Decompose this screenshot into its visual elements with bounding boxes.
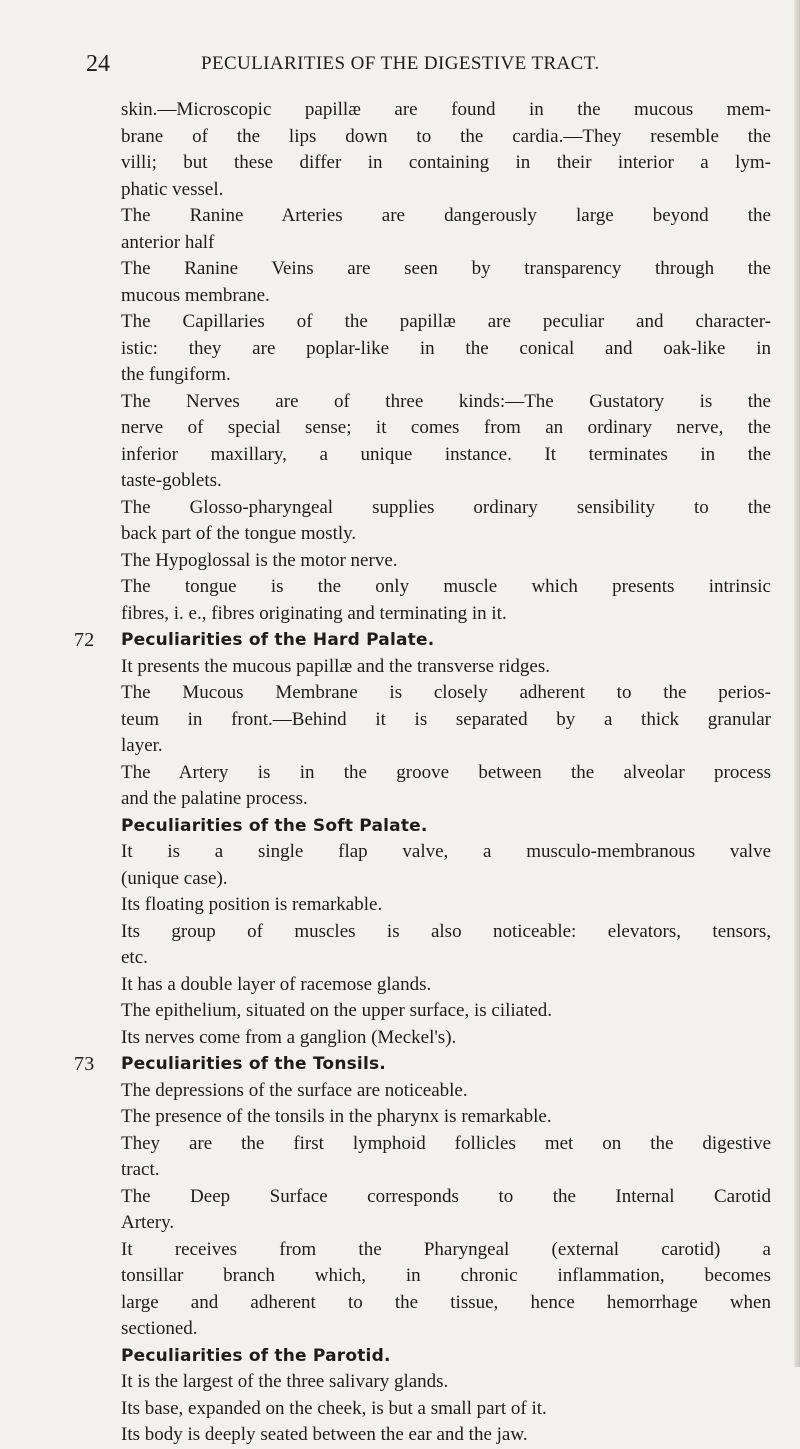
text-line: The Deep Surface corresponds to the Internal Carotid: [121, 1185, 771, 1207]
text-line: nerve of special sense; it comes from an ordinary nerve, the: [121, 417, 771, 438]
text-line: It presents the mucous papillæ and the transverse ridges.: [121, 655, 550, 677]
text-line: The epithelium, situated on the upper surface, is ciliated.: [121, 1000, 553, 1021]
text-line: Its floating position is remarkable.: [121, 894, 383, 915]
section-number: 73: [74, 1053, 95, 1075]
text-line: They are the first lymphoid follicles met on the digestive: [121, 1132, 771, 1154]
text-line: It receives from the Pharyngeal (external carotid) a: [121, 1238, 771, 1260]
text-line: teum in front.—Behind it is separated by a thick granular: [121, 708, 771, 730]
text-line: layer.: [121, 735, 163, 756]
text-line: It is a single flap valve, a musculo-membranous valve: [121, 841, 771, 862]
text-line: The Glosso-pharyngeal supplies ordinary sensibility to the: [121, 496, 771, 518]
section-heading-tonsils: [74, 1051, 771, 1078]
text-line: mucous membrane.: [121, 284, 270, 306]
text-line: It has a double layer of racemose glands.: [121, 973, 432, 995]
page-body: [74, 97, 771, 1449]
text-line: back part of the tongue mostly.: [121, 523, 357, 544]
heading-text: Peculiarities of the Hard Palate.: [121, 630, 435, 650]
page-number: 24: [86, 51, 110, 77]
text-line: tonsillar branch which, in chronic inflammation, becomes: [121, 1265, 771, 1286]
text-line: Its body is deeply seated between the ear and the jaw.: [121, 1424, 528, 1445]
text-line: Its base, expanded on the cheek, is but a small part of it.: [121, 1397, 547, 1419]
text-line: large and adherent to the tissue, hence hemorrhage when: [121, 1291, 771, 1313]
text-line: istic: they are poplar-like in the conical and oak-like in: [121, 337, 771, 359]
section-heading-parotid: Peculiarities of the Parotid.: [121, 1345, 391, 1366]
text-line: The Ranine Veins are seen by transparency through the: [121, 258, 771, 279]
text-line: (unique case).: [121, 867, 228, 889]
text-line: The Capillaries of the papillæ are peculiar and character-: [121, 311, 771, 332]
text-line: taste-goblets.: [121, 470, 222, 491]
text-line: Artery.: [121, 1212, 175, 1233]
text-line: skin.—Microscopic papillæ are found in the mucous mem-: [121, 99, 771, 120]
running-head: PECULIARITIES OF THE DIGESTIVE TRACT.: [201, 53, 600, 74]
text-line: The depressions of the surface are noticeable.: [121, 1079, 468, 1101]
text-line: fibres, i. e., fibres originating and terminating in it.: [121, 602, 507, 624]
heading-text: Peculiarities of the Tonsils.: [121, 1054, 386, 1074]
text-line: inferior maxillary, a unique instance. It terminates in the: [121, 443, 771, 465]
text-line: It is the largest of the three salivary glands.: [121, 1371, 449, 1392]
page-edge-shadow: [794, 0, 800, 1367]
text-line: The presence of the tonsils in the pharynx is remarkable.: [121, 1106, 552, 1127]
text-line: anterior half: [121, 231, 215, 253]
text-line: brane of the lips down to the cardia.—They resemble the: [121, 125, 771, 147]
text-line: The tongue is the only muscle which presents intrinsic: [121, 576, 771, 597]
text-line: The Artery is in the groove between the alveolar process: [121, 761, 771, 783]
text-line: the fungiform.: [121, 364, 231, 385]
text-line: villi; but these differ in containing in their interior a lym-: [121, 152, 771, 173]
section-number: 72: [74, 629, 95, 651]
text-line: tract.: [121, 1159, 160, 1180]
text-line: The Hypoglossal is the motor nerve.: [121, 549, 398, 571]
section-heading-soft-palate: Peculiarities of the Soft Palate.: [121, 815, 428, 836]
text-line: The Mucous Membrane is closely adherent to the perios-: [121, 682, 771, 703]
text-line: sectioned.: [121, 1318, 198, 1339]
text-line: Its group of muscles is also noticeable: elevators, tensors,: [121, 920, 771, 942]
text-line: Its nerves come from a ganglion (Meckel's).: [121, 1026, 457, 1048]
page-header: [86, 46, 766, 82]
text-line: and the palatine process.: [121, 788, 308, 809]
text-line: The Nerves are of three kinds:—The Gustatory is the: [121, 390, 771, 412]
section-heading-hard-palate: [74, 627, 771, 654]
text-line: phatic vessel.: [121, 178, 224, 200]
text-line: The Ranine Arteries are dangerously large beyond the: [121, 205, 771, 226]
text-line: etc.: [121, 947, 148, 968]
